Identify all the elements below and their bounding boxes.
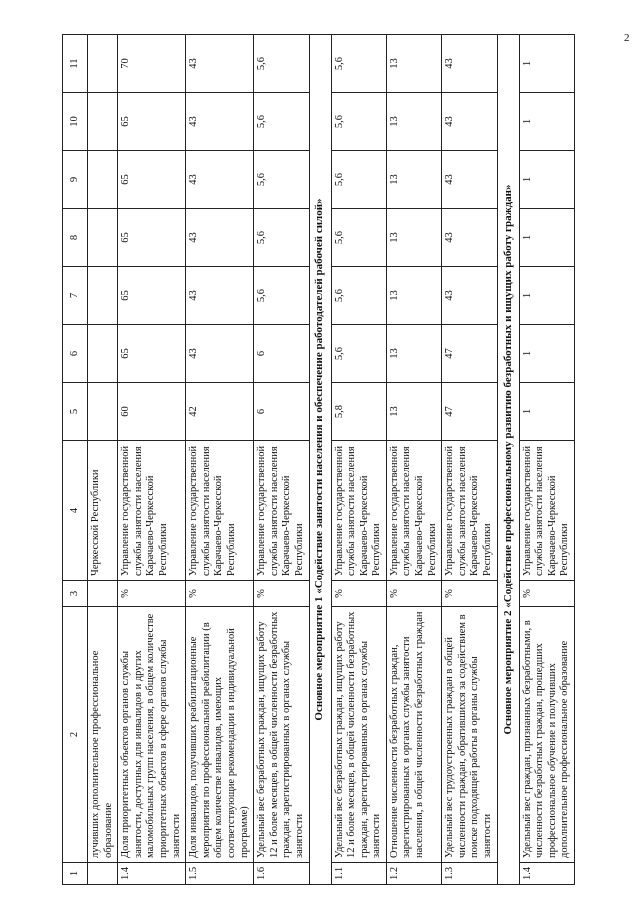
value-col-9: 13 (386, 151, 441, 209)
value-col-10: 43 (442, 93, 497, 151)
value-col-11: 5,6 (331, 35, 386, 93)
responsible-org: Управление государственной службы занятости населения Карачаево-Черкесской Республики (519, 441, 574, 581)
column-header-10: 10 (63, 93, 88, 151)
value-col-6: 6 (254, 325, 309, 383)
value-col-6: 65 (118, 325, 186, 383)
value-col-5: 47 (442, 383, 497, 441)
row-number: 1.1 (331, 863, 386, 885)
value-col-8: 13 (386, 209, 441, 267)
indicator-name: Доля инвалидов, получивших реабилитационные мероприятия по профессиональной реабилитации (в общем количестве инвалидов, имеющих соответствующие рекомендации в индивидуальной программе) (186, 607, 254, 863)
value-col-7: 13 (386, 267, 441, 325)
table-row (186, 35, 254, 885)
value-col-9: 5,6 (254, 151, 309, 209)
value-col-5 (88, 383, 118, 441)
row-number: 1.5 (186, 863, 254, 885)
value-col-11: 13 (386, 35, 441, 93)
value-col-11: 43 (442, 35, 497, 93)
table-row (442, 35, 497, 885)
value-col-10: 1 (519, 93, 574, 151)
unit: % (331, 581, 386, 607)
value-col-5: 13 (386, 383, 441, 441)
value-col-9: 43 (442, 151, 497, 209)
responsible-org: Управление государственной службы занятости населения Карачаево-Черкесской Республики (186, 441, 254, 581)
unit: % (254, 581, 309, 607)
table-row (88, 35, 118, 885)
table-row (519, 35, 574, 885)
value-col-8: 65 (118, 209, 186, 267)
responsible-org: Управление государственной службы занятости населения Карачаево-Черкесской Республики (118, 441, 186, 581)
page-number: 2 (624, 32, 630, 44)
indicator-name: Доля приоритетных объектов органов службы занятости, доступных для инвалидов и других маломобильных групп населения, в общем количестве приоритетных объектов в сфере органов службы занятости (118, 607, 186, 863)
value-col-9: 65 (118, 151, 186, 209)
value-col-5: 5,8 (331, 383, 386, 441)
value-col-6: 47 (442, 325, 497, 383)
column-header-1: 1 (63, 863, 88, 885)
rotated-page (62, 35, 622, 885)
indicator-name: Удельный вес граждан, признанных безработными, в численности безработных граждан, прошедших профессиональное обучение и получивших дополнительное профессиональное образование (519, 607, 574, 863)
value-col-11: 1 (519, 35, 574, 93)
table-body (88, 35, 575, 885)
column-header-11: 11 (63, 35, 88, 93)
value-col-10: 43 (186, 93, 254, 151)
section-title: Основное мероприятие 1 «Содействие занятости населения и обеспечение работодателей рабочей силой» (309, 35, 331, 885)
unit: % (519, 581, 574, 607)
column-header-2: 2 (63, 607, 88, 863)
header-row (63, 35, 88, 885)
value-col-8: 43 (442, 209, 497, 267)
column-header-6: 6 (63, 325, 88, 383)
value-col-6: 13 (386, 325, 441, 383)
value-col-7: 43 (186, 267, 254, 325)
table-row (386, 35, 441, 885)
value-col-7: 65 (118, 267, 186, 325)
value-col-8: 5,6 (331, 209, 386, 267)
value-col-6 (88, 325, 118, 383)
value-col-8: 1 (519, 209, 574, 267)
value-col-5: 1 (519, 383, 574, 441)
section-title: Основное мероприятие 2 «Содействие профессиональному развитию безработных и ищущих работу граждан» (497, 35, 519, 885)
value-col-10: 5,6 (254, 93, 309, 151)
row-number: 1.2 (386, 863, 441, 885)
value-col-10 (88, 93, 118, 151)
value-col-7: 5,6 (331, 267, 386, 325)
value-col-7 (88, 267, 118, 325)
table-row (118, 35, 186, 885)
value-col-11: 43 (186, 35, 254, 93)
value-col-6: 43 (186, 325, 254, 383)
value-col-6: 1 (519, 325, 574, 383)
value-col-9: 1 (519, 151, 574, 209)
row-number (88, 863, 118, 885)
row-number: 1.3 (442, 863, 497, 885)
unit: % (186, 581, 254, 607)
column-header-5: 5 (63, 383, 88, 441)
value-col-5: 42 (186, 383, 254, 441)
row-number: 1.6 (254, 863, 309, 885)
row-number: 1.4 (519, 863, 574, 885)
indicator-name: лучивших дополнительное профессиональное образование (88, 607, 118, 863)
value-col-9: 43 (186, 151, 254, 209)
unit: % (442, 581, 497, 607)
value-col-6: 5,6 (331, 325, 386, 383)
value-col-11 (88, 35, 118, 93)
responsible-org: Управление государственной службы занятости населения Карачаево-Черкесской Республики (254, 441, 309, 581)
section-row (497, 35, 519, 885)
section-row (309, 35, 331, 885)
responsible-org: Управление государственной службы занятости населения Карачаево-Черкесской Республики (331, 441, 386, 581)
indicators-table (62, 34, 575, 885)
value-col-9: 5,6 (331, 151, 386, 209)
responsible-org: Черкесской Республики (88, 441, 118, 581)
unit: % (118, 581, 186, 607)
column-header-4: 4 (63, 441, 88, 581)
indicator-name: Удельный вес безработных граждан, ищущих работу 12 и более месяцев, в общей численности безработных граждан, зарегистрированных в органах службы занятости (331, 607, 386, 863)
value-col-8: 43 (186, 209, 254, 267)
unit (88, 581, 118, 607)
indicator-name: Удельный вес безработных граждан, ищущих работу 12 и более месяцев, в общей численности безработных граждан, зарегистрированных в органах службы занятости (254, 607, 309, 863)
value-col-10: 5,6 (331, 93, 386, 151)
column-header-8: 8 (63, 209, 88, 267)
responsible-org: Управление государственной службы занятости населения Карачаево-Черкесской Республики (442, 441, 497, 581)
column-header-3: 3 (63, 581, 88, 607)
value-col-11: 5,6 (254, 35, 309, 93)
value-col-7: 5,6 (254, 267, 309, 325)
table-row (254, 35, 309, 885)
value-col-10: 13 (386, 93, 441, 151)
value-col-8 (88, 209, 118, 267)
row-number: 1.4 (118, 863, 186, 885)
unit: % (386, 581, 441, 607)
column-header-7: 7 (63, 267, 88, 325)
indicator-name: Отношение численности безработных граждан, зарегистрированных в органах службы занятости населения, в общей численности безработных граждан (386, 607, 441, 863)
value-col-11: 70 (118, 35, 186, 93)
value-col-9 (88, 151, 118, 209)
value-col-7: 43 (442, 267, 497, 325)
table-row (331, 35, 386, 885)
indicator-name: Удельный вес трудоустроенных граждан в общей численности граждан, обратившихся за содействием в поиске подходящей работы в органы службы занятости (442, 607, 497, 863)
value-col-5: 6 (254, 383, 309, 441)
value-col-8: 5,6 (254, 209, 309, 267)
value-col-5: 60 (118, 383, 186, 441)
responsible-org: Управление государственной службы занятости населения Карачаево-Черкесской Республики (386, 441, 441, 581)
column-header-9: 9 (63, 151, 88, 209)
value-col-7: 1 (519, 267, 574, 325)
value-col-10: 65 (118, 93, 186, 151)
